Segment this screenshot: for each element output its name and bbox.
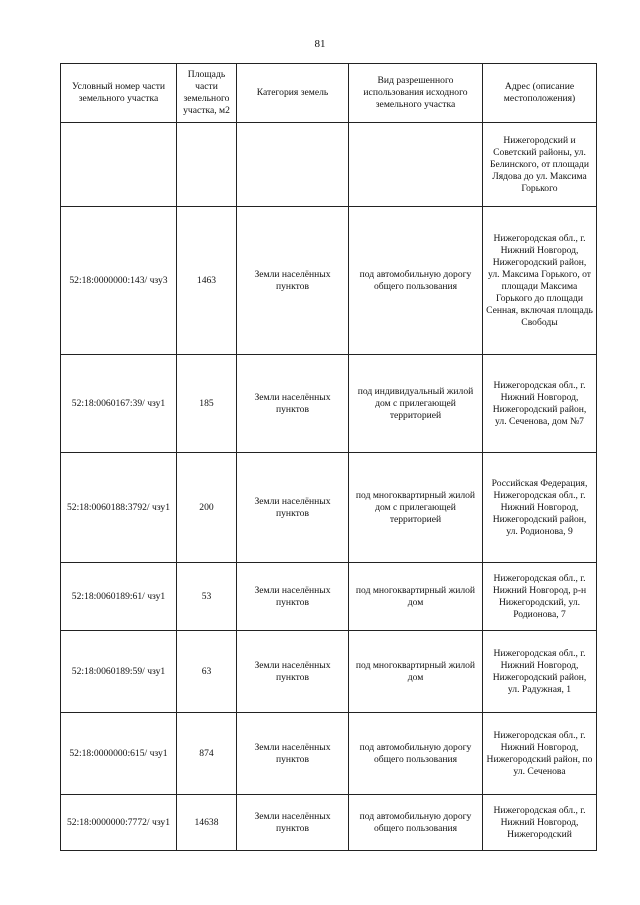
cell-parcel-number: 52:18:0060167:39/ чзу1: [61, 355, 177, 453]
header-area: Площадь части земельного участка, м2: [177, 64, 237, 123]
cell-permitted-use: под многоквартирный жилой дом: [349, 563, 483, 631]
cell-area: 14638: [177, 795, 237, 851]
cell-address: Российская Федерация, Нижегородская обл., г. Нижний Новгород, Нижегородский район, ул. Родионова, 9: [483, 453, 597, 563]
table-row: [61, 207, 597, 355]
cell-area: [177, 123, 237, 207]
table-row: [61, 123, 597, 207]
header-address: Адрес (описание местоположения): [483, 64, 597, 123]
header-permitted-use: Вид разрешенного использования исходного земельного участка: [349, 64, 483, 123]
cell-permitted-use: под автомобильную дорогу общего пользования: [349, 713, 483, 795]
table-row: [61, 713, 597, 795]
cell-land-category: Земли населённых пунктов: [237, 207, 349, 355]
cell-parcel-number: [61, 123, 177, 207]
cell-permitted-use: под автомобильную дорогу общего пользования: [349, 795, 483, 851]
cell-area: 200: [177, 453, 237, 563]
cell-land-category: Земли населённых пунктов: [237, 795, 349, 851]
page-number: 81: [314, 38, 326, 50]
cell-land-category: [237, 123, 349, 207]
cell-area: 1463: [177, 207, 237, 355]
cell-address: Нижегородская обл., г. Нижний Новгород, р-н Нижегородский, ул. Родионова, 7: [483, 563, 597, 631]
cell-land-category: Земли населённых пунктов: [237, 453, 349, 563]
cell-parcel-number: 52:18:0060189:61/ чзу1: [61, 563, 177, 631]
table-row: [61, 453, 597, 563]
cell-address: Нижегородская обл., г. Нижний Новгород, Нижегородский район, ул. Радужная, 1: [483, 631, 597, 713]
cell-area: 874: [177, 713, 237, 795]
header-land-category: Категория земель: [237, 64, 349, 123]
cell-permitted-use: под индивидуальный жилой дом с прилегающей территорией: [349, 355, 483, 453]
cell-permitted-use: под многоквартирный жилой дом: [349, 631, 483, 713]
cell-permitted-use: под автомобильную дорогу общего пользования: [349, 207, 483, 355]
cell-permitted-use: под многоквартирный жилой дом с прилегающей территорией: [349, 453, 483, 563]
cell-parcel-number: 52:18:0060188:3792/ чзу1: [61, 453, 177, 563]
cell-parcel-number: 52:18:0000000:615/ чзу1: [61, 713, 177, 795]
table-row: [61, 631, 597, 713]
cell-area: 53: [177, 563, 237, 631]
cell-land-category: Земли населённых пунктов: [237, 713, 349, 795]
cell-parcel-number: 52:18:0000000:7772/ чзу1: [61, 795, 177, 851]
cell-area: 185: [177, 355, 237, 453]
table-row: [61, 563, 597, 631]
table-header-row: [61, 64, 597, 123]
cell-land-category: Земли населённых пунктов: [237, 563, 349, 631]
table-row: [61, 355, 597, 453]
table-row: [61, 795, 597, 851]
cell-land-category: Земли населённых пунктов: [237, 355, 349, 453]
cell-address: Нижегородская обл., г. Нижний Новгород, Нижегородский: [483, 795, 597, 851]
header-parcel-number: Условный номер части земельного участка: [61, 64, 177, 123]
cell-area: 63: [177, 631, 237, 713]
cell-permitted-use: [349, 123, 483, 207]
cell-parcel-number: 52:18:0000000:143/ чзу3: [61, 207, 177, 355]
land-parcels-table: [60, 63, 597, 851]
cell-land-category: Земли населённых пунктов: [237, 631, 349, 713]
cell-address: Нижегородская обл., г. Нижний Новгород, Нижегородский район, ул. Сеченова, дом №7: [483, 355, 597, 453]
cell-address: Нижегородская обл., г. Нижний Новгород, Нижегородский район, по ул. Сеченова: [483, 713, 597, 795]
cell-address: Нижегородский и Советский районы, ул. Белинского, от площади Лядова до ул. Максима Горького: [483, 123, 597, 207]
cell-address: Нижегородская обл., г. Нижний Новгород, Нижегородский район, ул. Максима Горького, от площади Максима Горького до площади Сенная, включая площадь Свободы: [483, 207, 597, 355]
cell-parcel-number: 52:18:0060189:59/ чзу1: [61, 631, 177, 713]
